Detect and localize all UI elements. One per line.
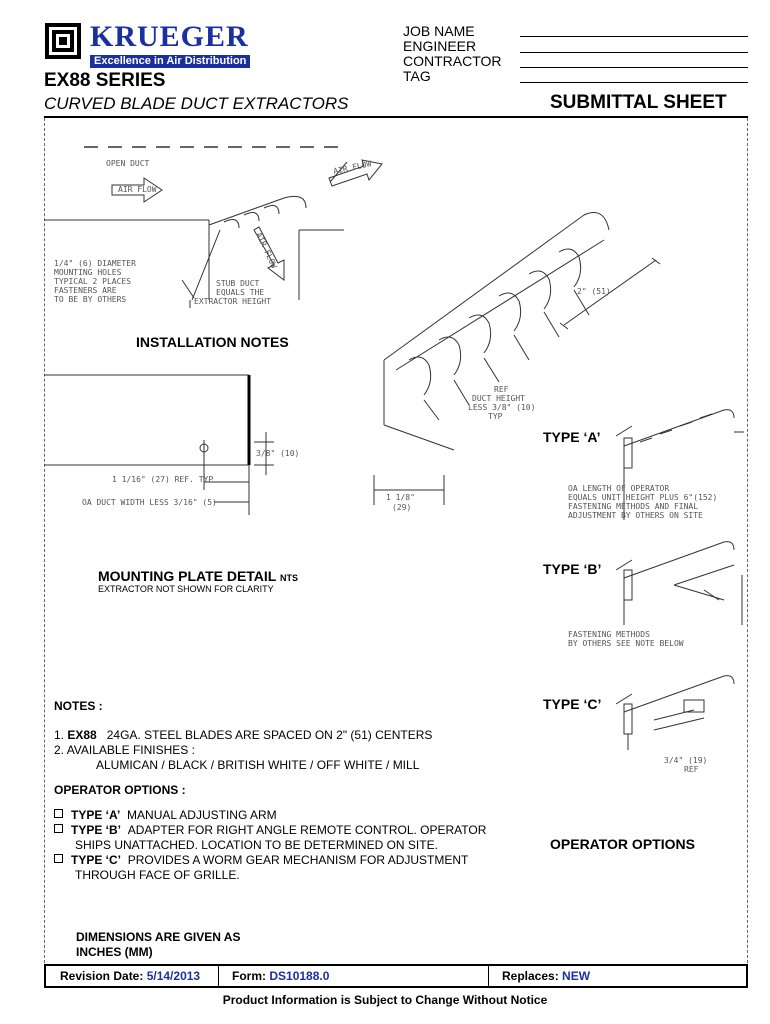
- mounting-plate-heading: [98, 568, 298, 584]
- brand-tagline: Excellence in Air Distribution: [90, 55, 250, 68]
- engineer-field[interactable]: [520, 52, 748, 53]
- option-c-text-2: THROUGH FACE OF GRILLE.: [75, 868, 240, 882]
- oa-length-note-4: ADJUSTMENT BY OTHERS ON SITE: [568, 511, 703, 520]
- ref-note-2: DUCT HEIGHT: [472, 394, 525, 403]
- contractor-label: CONTRACTOR: [403, 53, 502, 69]
- replaces-value: NEW: [562, 969, 591, 983]
- finishes-list: ALUMICAN / BLACK / BRITISH WHITE / OFF WHITE / MILL: [96, 758, 420, 772]
- type-b-label: TYPE ‘B’: [543, 561, 602, 577]
- option-b: [54, 823, 514, 838]
- notes-section: [54, 699, 514, 883]
- form-value: DS10188.0: [269, 969, 330, 983]
- tag-label: TAG: [403, 68, 431, 84]
- operator-options-heading: OPERATOR OPTIONS: [550, 836, 695, 852]
- job-name-label: JOB NAME: [403, 23, 475, 39]
- checkbox-icon[interactable]: [54, 824, 63, 833]
- form-number: [232, 969, 329, 983]
- installation-notes-heading: INSTALLATION NOTES: [136, 334, 289, 350]
- job-name-field[interactable]: [520, 36, 748, 37]
- footer-divider: [218, 966, 219, 986]
- dim-3-4: 3/4" (19): [664, 756, 708, 765]
- note-text: 24GA. STEEL BLADES ARE SPACED ON 2" (51) CENTERS: [106, 728, 433, 742]
- type-a-label: TYPE ‘A’: [543, 429, 601, 445]
- oa-length-note-3: FASTENING METHODS AND FINAL: [568, 502, 699, 511]
- air-flow-label-2: AIR FLOW: [332, 159, 373, 176]
- note-item-1: [54, 728, 514, 743]
- option-a-text: MANUAL ADJUSTING ARM: [127, 808, 277, 822]
- option-c-label: TYPE ‘C’: [71, 853, 122, 867]
- ref-note-3: LESS 3/8" (10): [468, 403, 536, 412]
- dimensions-note: [76, 930, 240, 960]
- dimensions-note-line-1: DIMENSIONS ARE GIVEN AS: [76, 930, 241, 944]
- revision-date: [60, 969, 200, 983]
- header-divider: [44, 116, 748, 118]
- replaces: [502, 969, 590, 983]
- option-a-label: TYPE ‘A’: [71, 808, 121, 822]
- brand-name: KRUEGER: [90, 20, 249, 53]
- air-flow-label-1: AIR FLOW: [118, 185, 157, 194]
- stub-duct-note-3: EXTRACTOR HEIGHT: [194, 297, 272, 306]
- oa-length-note-2: EQUALS UNIT HEIGHT PLUS 6"(152): [568, 493, 718, 502]
- option-b-text-2: SHIPS UNATTACHED. LOCATION TO BE DETERMINED ON SITE.: [75, 838, 438, 852]
- ref-note-4: TYP: [488, 412, 503, 421]
- stub-duct-note-2: EQUALS THE: [216, 288, 265, 297]
- form-label: Form:: [232, 969, 266, 983]
- dim-1-1-16: 1 1/16" (27) REF. TYP: [112, 475, 214, 484]
- tag-field[interactable]: [520, 82, 748, 83]
- note-model: EX88: [67, 728, 97, 742]
- dim-3-8: 3/8" (10): [256, 449, 300, 458]
- krueger-logo-icon: [44, 22, 82, 60]
- engineer-label: ENGINEER: [403, 38, 477, 54]
- checkbox-icon[interactable]: [54, 809, 63, 818]
- notes-title: NOTES :: [54, 699, 103, 713]
- dim-1-1-8-mm: (29): [392, 503, 412, 512]
- nts-label: NTS: [280, 573, 298, 583]
- ref-note-1: REF: [494, 385, 509, 394]
- dim-3-4-ref: REF: [684, 765, 699, 774]
- option-b-label: TYPE ‘B’: [71, 823, 122, 837]
- open-duct-label: OPEN DUCT: [106, 159, 150, 168]
- oa-duct-width: OA DUCT WIDTH LESS 3/16" (5): [82, 498, 217, 507]
- sheet-title: SUBMITTAL SHEET: [550, 92, 727, 113]
- dimensions-note-line-2: INCHES (MM): [76, 945, 153, 959]
- fastening-note-2: BY OTHERS SEE NOTE BELOW: [568, 639, 684, 648]
- note-item-2: [54, 743, 514, 758]
- air-flow-label-3: AIR FLOW: [254, 231, 279, 270]
- contractor-field[interactable]: [520, 67, 748, 68]
- replaces-label: Replaces:: [502, 969, 559, 983]
- stub-duct-note-1: STUB DUCT: [216, 279, 260, 288]
- holes-note-4: FASTENERS ARE: [54, 286, 117, 295]
- holes-note-2: MOUNTING HOLES: [54, 268, 122, 277]
- blade-spacing-dim: 2" (51): [577, 287, 611, 296]
- mounting-plate-subtitle: EXTRACTOR NOT SHOWN FOR CLARITY: [98, 584, 274, 594]
- mounting-plate-title: MOUNTING PLATE DETAIL: [98, 568, 277, 584]
- series-title: EX88 SERIES: [44, 70, 166, 91]
- series-subtitle: CURVED BLADE DUCT EXTRACTORS: [44, 94, 349, 113]
- holes-note-5: TO BE BY OTHERS: [54, 295, 127, 304]
- fastening-note-1: FASTENING METHODS: [568, 630, 650, 639]
- footer-divider: [488, 966, 489, 986]
- type-c-label: TYPE ‘C’: [543, 696, 602, 712]
- disclaimer: Product Information is Subject to Change Without Notice: [222, 993, 548, 1007]
- checkbox-icon[interactable]: [54, 854, 63, 863]
- note-number: 1.: [54, 728, 65, 742]
- option-b-text: ADAPTER FOR RIGHT ANGLE REMOTE CONTROL. OPERATOR: [127, 823, 487, 837]
- option-a: [54, 808, 514, 823]
- holes-note-3: TYPICAL 2 PLACES: [54, 277, 132, 286]
- holes-note-1: 1/4" (6) DIAMETER: [54, 259, 136, 268]
- option-c: [54, 853, 514, 868]
- footer-bar: [44, 964, 748, 988]
- dim-1-1-8: 1 1/8": [386, 493, 415, 502]
- note-text: AVAILABLE FINISHES :: [66, 743, 195, 757]
- revision-value: 5/14/2013: [146, 969, 201, 983]
- oa-length-note-1: OA LENGTH OF OPERATOR: [568, 484, 670, 493]
- revision-label: Revision Date:: [60, 969, 144, 983]
- operator-options-title: OPERATOR OPTIONS :: [54, 783, 186, 797]
- option-c-text: PROVIDES A WORM GEAR MECHANISM FOR ADJUSTMENT: [127, 853, 469, 867]
- note-number: 2.: [54, 743, 65, 757]
